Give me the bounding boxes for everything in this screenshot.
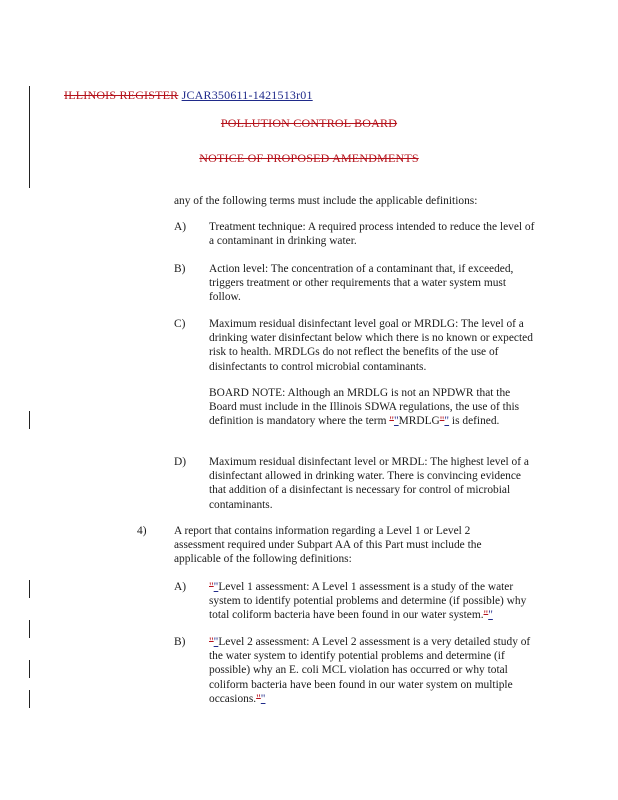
sub-item-text (209, 580, 544, 623)
board-note-term: MRDLG (398, 415, 440, 428)
inserted-quote: " (260, 692, 266, 705)
board-note-tail: is defined. (449, 415, 500, 428)
deleted-quote: " (439, 415, 445, 428)
board-note (209, 386, 539, 429)
register-header (64, 88, 313, 103)
item-text: Action level: The concentration of a contaminant that, if exceeded, triggers treatment or other requirements that a water system must follow. (209, 263, 514, 304)
inserted-quote: " (488, 609, 493, 622)
sub-item-text (209, 635, 544, 706)
register-title: ILLINOIS REGISTER (64, 88, 179, 102)
change-bar (29, 411, 30, 429)
sub-item-body: Level 2 assessment: A Level 2 assessment is a very detailed study of the water system to identify potential problems and determine (if possible) why an E. coli MCL violation has occurred or why total coliform bacteria have been found in our water system on multiple occasions. (209, 636, 531, 705)
sub-item-label: A) (174, 581, 187, 593)
change-bar (29, 690, 30, 708)
deleted-quote: " (483, 609, 489, 622)
inserted-quote: " (213, 636, 219, 648)
deleted-quote: " (256, 692, 261, 705)
item-label: D) (174, 456, 187, 468)
item-label: C) (174, 318, 186, 330)
item-label: A) (174, 221, 187, 233)
jcar-id: JCAR350611-1421513r01 (181, 88, 313, 102)
change-bar (29, 86, 30, 188)
change-bar (29, 620, 30, 638)
item-text: Maximum residual disinfectant level goal or MRDLG: The level of a drinking water disinfectant below which there is no known or expected risk to health. MRDLGs do not reflect the benefits of the use of disinfectants to control microbial contaminants. (209, 318, 533, 373)
board-title-text: POLLUTION CONTROL BOARD (220, 116, 398, 130)
section-number: 4) (137, 525, 147, 537)
notice-title (0, 151, 618, 166)
change-bar (29, 660, 30, 678)
sub-item-body: Level 1 assessment: A Level 1 assessment is a study of the water system to identify potential problems and determine (if possible) why total coliform bacteria have been found in our water system. (209, 581, 527, 622)
item-label: B) (174, 263, 186, 275)
inserted-quote: " (213, 581, 219, 593)
board-note-text: BOARD NOTE: Although an MRDLG is not an NPDWR that the Board must include in the Illinois SDWA regulations, the use of this definition is mandatory where the term (209, 387, 520, 428)
deleted-quote: " (389, 415, 394, 428)
inserted-quote: " (444, 415, 450, 428)
deleted-quote: " (209, 636, 214, 648)
inserted-quote: " (393, 415, 399, 428)
change-bar (29, 580, 30, 598)
sub-item-label: B) (174, 636, 186, 648)
intro-text: any of the following terms must include the applicable definitions: (174, 195, 478, 207)
item-text: Treatment technique: A required process intended to reduce the level of a contaminant in drinking water. (209, 221, 535, 248)
item-text: Maximum residual disinfectant level or MRDL: The highest level of a disinfectant allowed in drinking water. There is convincing evidence that addition of a disinfectant is necessary for control of microbial contaminants. (209, 456, 529, 511)
section-text: A report that contains information regarding a Level 1 or Level 2 assessment required under Subpart AA of this Part must include the applicable of the following definitions: (174, 525, 482, 566)
deleted-quote: " (209, 581, 214, 593)
notice-title-text: NOTICE OF PROPOSED AMENDMENTS (199, 151, 419, 165)
board-title (0, 116, 618, 131)
